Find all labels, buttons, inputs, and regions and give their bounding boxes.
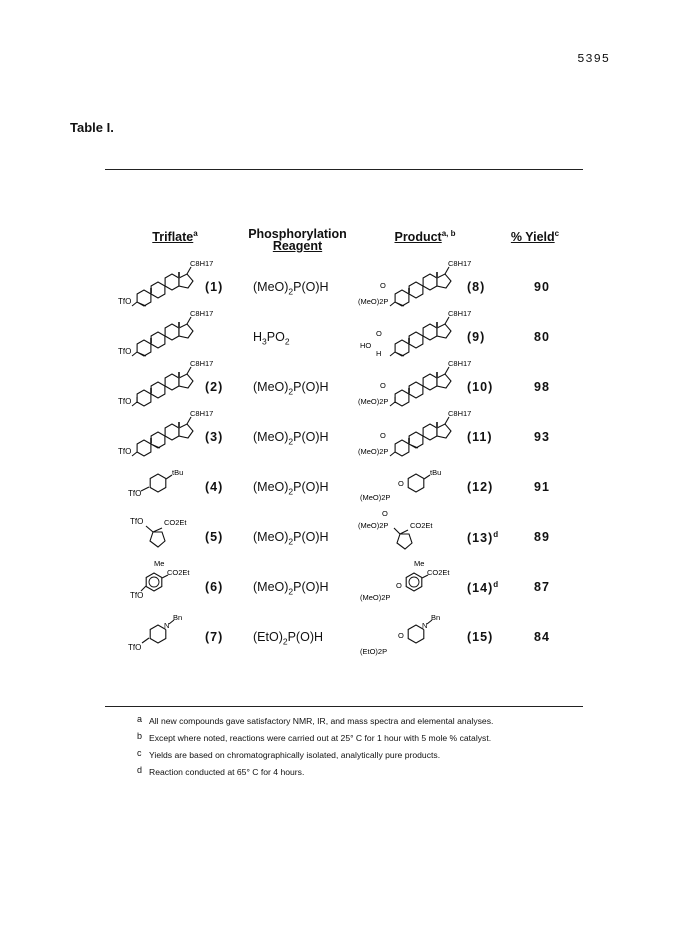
steroid-ring-c — [423, 374, 437, 390]
table-row — [0, 508, 680, 558]
oxo-label: O — [396, 581, 402, 590]
side-chain-label: C8H17 — [190, 259, 214, 268]
steroid-ring-a — [137, 440, 151, 456]
tfo-label: TfO — [128, 489, 142, 498]
oxo-label: O — [380, 281, 386, 290]
table-row — [0, 258, 680, 308]
product-number-text: (11) — [467, 430, 493, 444]
footnote-mark: d — [137, 765, 143, 775]
footnote-mark: a — [137, 714, 143, 724]
substituent-bond — [390, 302, 395, 306]
cyclopentene-ring — [150, 532, 165, 547]
n-label: N — [422, 621, 428, 630]
co2et-label: CO2Et — [167, 568, 190, 577]
table-row — [0, 558, 680, 608]
header-triflate-text: Triflate — [152, 230, 194, 245]
phosphonate-label: (MeO)2P — [358, 447, 389, 456]
yield-value: 93 — [534, 430, 550, 444]
header-product — [385, 228, 465, 243]
triflate-structure — [118, 308, 214, 358]
product-number-text: (12) — [467, 480, 494, 494]
benzene-ring — [406, 573, 422, 591]
triflate-number: (5) — [205, 530, 224, 544]
product-number-text: (10) — [467, 380, 494, 394]
steroid-ring-b — [151, 282, 165, 298]
yield-value: 91 — [534, 480, 550, 494]
co2et-label: CO2Et — [427, 568, 450, 577]
header-triflate-sup: a — [193, 229, 198, 238]
substituent-bond — [390, 452, 395, 456]
top-rule — [105, 169, 583, 170]
steroid-ring-c — [423, 274, 437, 290]
benzene-ring — [146, 573, 162, 591]
substituent-bond — [132, 302, 137, 306]
bn-label: Bn — [173, 613, 183, 622]
footnote-text: Yields are based on chromatographically isolated, analytically pure products. — [149, 750, 441, 760]
substituent-bond — [153, 528, 162, 532]
steroid-ring-a — [395, 440, 409, 456]
footnote-text: All new compounds gave satisfactory NMR, IR, and mass spectra and elemental analyses. — [149, 716, 494, 726]
steroid-ring-d — [437, 274, 451, 288]
product-number — [467, 580, 499, 595]
table-row — [0, 358, 680, 408]
phosphonate-label: (MeO)2P — [360, 493, 391, 502]
steroid-ring-c — [165, 274, 179, 290]
steroid-ring-b — [409, 382, 423, 398]
side-chain-bond — [187, 267, 191, 274]
triflate-number: (6) — [205, 580, 224, 594]
me-label: Me — [414, 559, 425, 568]
product-structure — [358, 558, 458, 608]
yield-value: 80 — [534, 330, 550, 344]
triflate-number: (1) — [205, 280, 224, 294]
steroid-ring-b — [151, 382, 165, 398]
side-chain-label: C8H17 — [448, 259, 472, 268]
cyclohexene-ring — [408, 474, 424, 492]
product-number — [467, 380, 493, 394]
header-product-sup: a, b — [441, 229, 456, 238]
steroid-ring-b — [409, 282, 423, 298]
reagent: $(MeO)_2P(O)H$ — [253, 580, 329, 597]
product-footnote-mark: d — [493, 530, 500, 539]
triflate-structure — [118, 258, 214, 308]
side-chain-bond — [187, 367, 191, 374]
steroid-ring-a — [395, 390, 409, 406]
triflate-structure — [118, 458, 208, 508]
tfo-label: TfO — [130, 517, 144, 526]
phosphonate-label: (MeO)2P — [358, 521, 389, 530]
footnote — [137, 746, 493, 763]
reagent: $(MeO)_2P(O)H$ — [253, 480, 329, 497]
side-chain-bond — [445, 267, 449, 274]
oxo-label: O — [380, 431, 386, 440]
tfo-label: TfO — [118, 447, 132, 456]
product-number — [467, 630, 493, 644]
bn-label: Bn — [431, 613, 441, 622]
steroid-ring-c — [423, 324, 437, 340]
table-label: Table I. — [70, 120, 114, 135]
steroid-ring-d — [437, 374, 451, 388]
footnote-mark: b — [137, 731, 143, 741]
substituent-bond — [146, 526, 153, 532]
product-number — [467, 530, 499, 545]
oxo-label: O — [382, 509, 388, 518]
steroid-ring-d — [437, 324, 451, 338]
steroid-ring-c — [423, 424, 437, 440]
product-number-text: (13) — [467, 531, 494, 546]
triflate-number: (4) — [205, 480, 224, 494]
steroid-ring-a — [137, 390, 151, 406]
product-number-text: (14) — [467, 581, 494, 596]
triflate-structure — [118, 408, 214, 458]
table-row — [0, 458, 680, 508]
steroid-ring-d — [179, 424, 193, 438]
triflate-structure — [118, 608, 208, 658]
tfo-label: TfO — [118, 347, 132, 356]
phosphonate-label: (MeO)2P — [358, 297, 389, 306]
yield-value: 98 — [534, 380, 550, 394]
yield-value: 87 — [534, 580, 550, 594]
steroid-ring-c — [165, 424, 179, 440]
page-number: 5395 — [577, 52, 610, 66]
reagent: $(MeO)_2P(O)H$ — [253, 430, 329, 447]
footnote-text: Reaction conducted at 65° C for 4 hours. — [149, 767, 305, 777]
oxo-label: O — [398, 631, 404, 640]
tfo-label: TfO — [128, 643, 142, 652]
header-reagent — [240, 228, 355, 252]
product-structure — [358, 308, 472, 358]
substituent-bond — [390, 402, 395, 406]
side-chain-bond — [445, 317, 449, 324]
side-chain-bond — [445, 367, 449, 374]
oxo-label: O — [380, 381, 386, 390]
n-label: N — [164, 621, 170, 630]
substituent-bond — [141, 487, 149, 491]
triflate-number: (3) — [205, 430, 224, 444]
reagent: $(MeO)_2P(O)H$ — [253, 530, 329, 547]
triflate-structure — [118, 508, 208, 558]
header-product-text: Product — [394, 230, 442, 245]
product-number-text: (9) — [467, 330, 486, 344]
reagent: $(MeO)_2P(O)H$ — [253, 280, 329, 297]
tbu-label: tBu — [172, 468, 184, 477]
aromatic-circle — [149, 577, 159, 587]
tbu-label: tBu — [430, 468, 442, 477]
steroid-ring-d — [179, 374, 193, 388]
triflate-number: (7) — [205, 630, 224, 644]
header-yield-text: % Yield — [510, 230, 555, 245]
me-label: Me — [154, 559, 165, 568]
footnote — [137, 729, 493, 746]
reagent: $H_3PO_2$ — [253, 330, 290, 347]
product-number-text: (8) — [467, 280, 486, 294]
tfo-label: TfO — [118, 297, 132, 306]
substituent-bond — [400, 530, 408, 534]
co2et-label: CO2Et — [410, 521, 433, 530]
product-number-text: (15) — [467, 630, 494, 644]
tfo-label: TfO — [118, 397, 132, 406]
substituent-bond — [142, 638, 149, 643]
cyclohexene-ring — [150, 474, 166, 492]
footnote — [137, 712, 493, 729]
aromatic-circle — [409, 577, 419, 587]
product-number — [467, 330, 485, 344]
co2et-label: CO2Et — [164, 518, 187, 527]
product-structure — [358, 358, 472, 408]
product-structure — [358, 508, 458, 558]
side-chain-label: C8H17 — [448, 309, 472, 318]
oxo-label: O — [376, 329, 382, 338]
footnote — [137, 763, 493, 780]
side-chain-label: C8H17 — [190, 409, 214, 418]
product-number — [467, 280, 485, 294]
product-structure — [358, 608, 458, 658]
yield-value: 90 — [534, 280, 550, 294]
steroid-ring-d — [179, 274, 193, 288]
yield-value: 89 — [534, 530, 550, 544]
steroid-ring-d — [179, 324, 193, 338]
footnotes — [137, 712, 493, 780]
table-row — [0, 608, 680, 658]
steroid-ring-d — [437, 424, 451, 438]
table-row — [0, 408, 680, 458]
table-row — [0, 308, 680, 358]
header-yield — [505, 228, 565, 243]
oxo-label: O — [398, 479, 404, 488]
triflate-structure — [118, 558, 208, 608]
side-chain-label: C8H17 — [190, 309, 214, 318]
steroid-ring-c — [165, 374, 179, 390]
product-footnote-mark: d — [493, 580, 500, 589]
substituent-bond — [132, 452, 137, 456]
yield-value: 84 — [534, 630, 550, 644]
product-structure — [358, 408, 472, 458]
triflate-number: (2) — [205, 380, 224, 394]
substituent-bond — [132, 352, 137, 356]
steroid-ring-c — [165, 324, 179, 340]
triflate-structure — [118, 358, 214, 408]
side-chain-bond — [187, 417, 191, 424]
product-structure — [358, 458, 458, 508]
steroid-ring-b — [409, 332, 423, 348]
substituent-bond — [390, 352, 395, 356]
footnote-mark: c — [137, 748, 142, 758]
side-chain-label: C8H17 — [448, 409, 472, 418]
product-number — [467, 430, 493, 444]
ho-label: HO — [360, 341, 372, 350]
product-number — [467, 480, 493, 494]
side-chain-label: C8H17 — [190, 359, 214, 368]
phosphonate-label: (MeO)2P — [358, 397, 389, 406]
side-chain-label: C8H17 — [448, 359, 472, 368]
header-yield-sup: c — [554, 229, 560, 238]
footnote-text: Except where noted, reactions were carried out at 25° C for 1 hour with 5 mole % catalyst. — [149, 733, 492, 743]
substituent-bond — [132, 402, 137, 406]
header-triflate — [140, 228, 210, 243]
phosphonate-label: (MeO)2P — [360, 593, 391, 602]
product-structure — [358, 258, 472, 308]
reagent: $(EtO)_2P(O)H$ — [253, 630, 324, 647]
steroid-ring-b — [151, 332, 165, 348]
header-reagent-line2: Reagent — [272, 239, 323, 253]
side-chain-bond — [445, 417, 449, 424]
header-reagent-line1: Phosphorylation — [248, 227, 347, 241]
reagent: $(MeO)_2P(O)H$ — [253, 380, 329, 397]
side-chain-bond — [187, 317, 191, 324]
tfo-label: TfO — [130, 591, 144, 600]
phosphonate-label: (EtO)2P — [360, 647, 388, 656]
bottom-rule — [105, 706, 583, 707]
substituent-bond — [394, 528, 400, 534]
cyclopentene-ring — [397, 534, 412, 549]
h-label: H — [376, 349, 382, 358]
